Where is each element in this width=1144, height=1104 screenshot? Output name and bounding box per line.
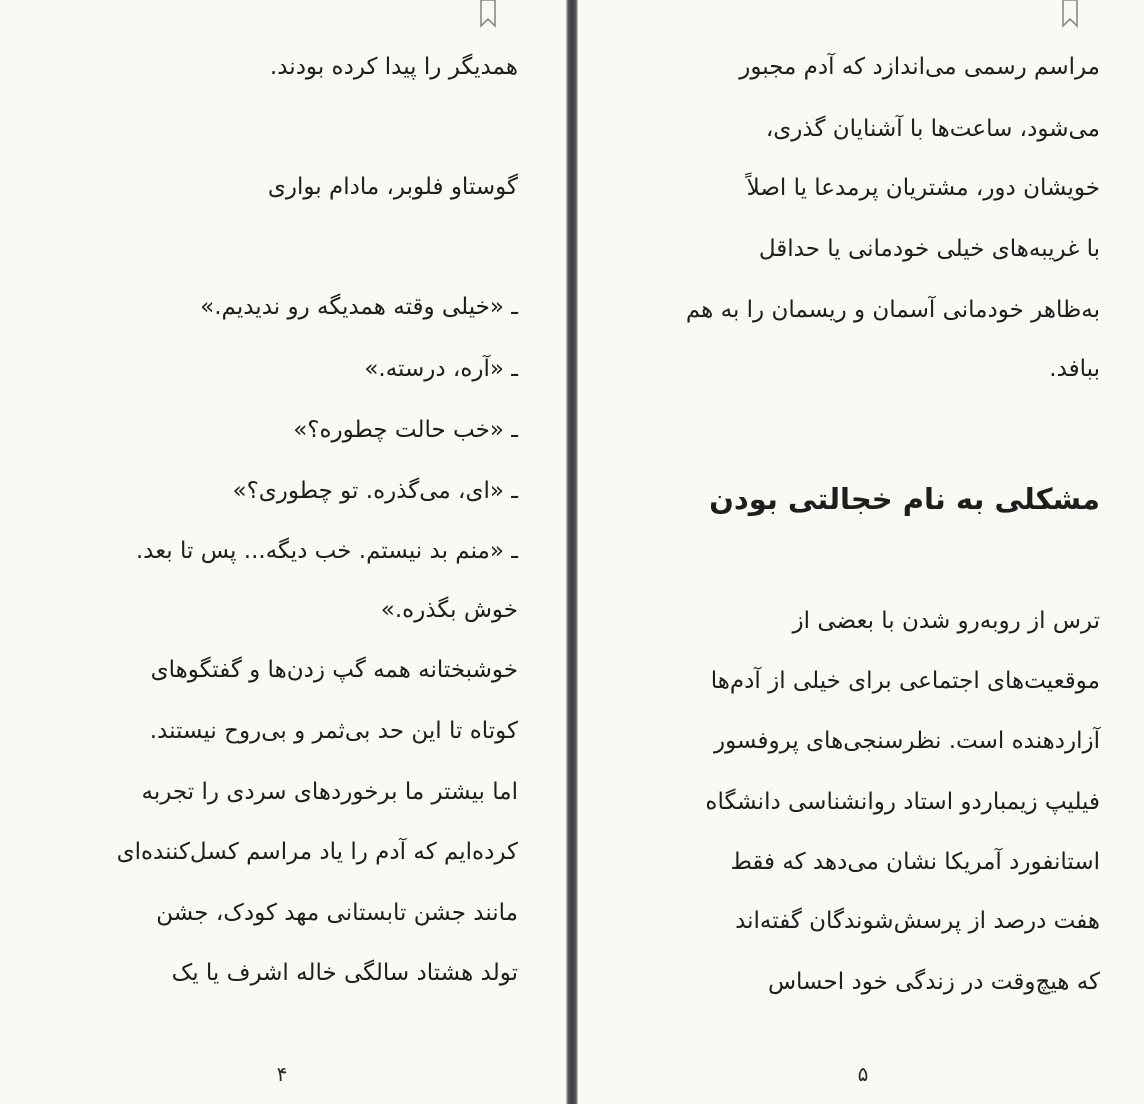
text-line: هفت درصد از پرسش‌شوندگان گفته‌اند: [735, 908, 1100, 934]
right-page-text: [610, 0, 1100, 1000]
book-gutter: [566, 0, 578, 1104]
left-page[interactable]: [0, 0, 566, 1104]
text-line: کوتاه تا این حد بی‌ثمر و بی‌روح نیستند.: [149, 718, 518, 744]
text-line: با غریبه‌های خیلی خودمانی یا حداقل: [758, 236, 1100, 262]
text-line: می‌شود، ساعت‌ها با آشنایان گذری،: [765, 116, 1100, 142]
text-line: به‌ظاهر خودمانی آسمان و ریسمان را به هم: [685, 297, 1100, 323]
text-line: کرده‌ایم که آدم را یاد مراسم کسل‌کننده‌ای: [116, 839, 518, 865]
text-line: آزاردهنده است. نظرسنجی‌های پروفسور: [714, 728, 1100, 754]
dialogue-line: خوش بگذره.»: [380, 597, 518, 623]
page-number: ۵: [857, 1062, 869, 1086]
text-line: خویشان دور، مشتریان پرمدعا یا اصلاً: [746, 175, 1100, 201]
dialogue-line: ـ «ای، می‌گذره. تو چطوری؟»: [232, 478, 518, 504]
text-line: استانفورد آمریکا نشان می‌دهد که فقط: [730, 849, 1100, 875]
attribution: گوستاو فلوبر، مادام بواری: [267, 174, 518, 200]
text-line: ببافد.: [1049, 356, 1100, 382]
left-page-text: [28, 0, 518, 1000]
text-line: همدیگر را پیدا کرده بودند.: [269, 54, 518, 80]
dialogue-line: ـ «منم بد نیستم. خب دیگه... پس تا بعد.: [135, 538, 518, 564]
text-line: که هیچ‌وقت در زندگی خود احساس: [767, 969, 1100, 995]
dialogue-line: ـ «خیلی وقته همدیگه رو ندیدیم.»: [200, 294, 518, 320]
text-line: تولد هشتاد سالگی خاله اشرف یا یک: [171, 960, 518, 986]
text-line: اما بیشتر ما برخوردهای سردی را تجربه: [141, 779, 518, 805]
text-line: خوشبختانه همه گپ زدن‌ها و گفتگوهای: [150, 657, 518, 683]
text-line: مراسم رسمی می‌اندازد که آدم مجبور: [739, 54, 1100, 80]
text-line: ترس از روبه‌رو شدن با بعضی از: [792, 608, 1100, 634]
text-line: موقعیت‌های اجتماعی برای خیلی از آدم‌ها: [710, 668, 1100, 694]
text-line: فیلیپ زیمباردو استاد روانشناسی دانشگاه: [705, 789, 1100, 815]
page-number: ۴: [276, 1062, 288, 1086]
dialogue-line: ـ «آره، درسته.»: [364, 356, 518, 382]
text-line: مانند جشن تابستانی مهد کودک، جشن: [156, 900, 518, 926]
section-heading: مشکلی به نام خجالتی بودن: [709, 482, 1100, 516]
dialogue-line: ـ «خب حالت چطوره؟»: [293, 417, 518, 443]
right-page[interactable]: [578, 0, 1144, 1104]
